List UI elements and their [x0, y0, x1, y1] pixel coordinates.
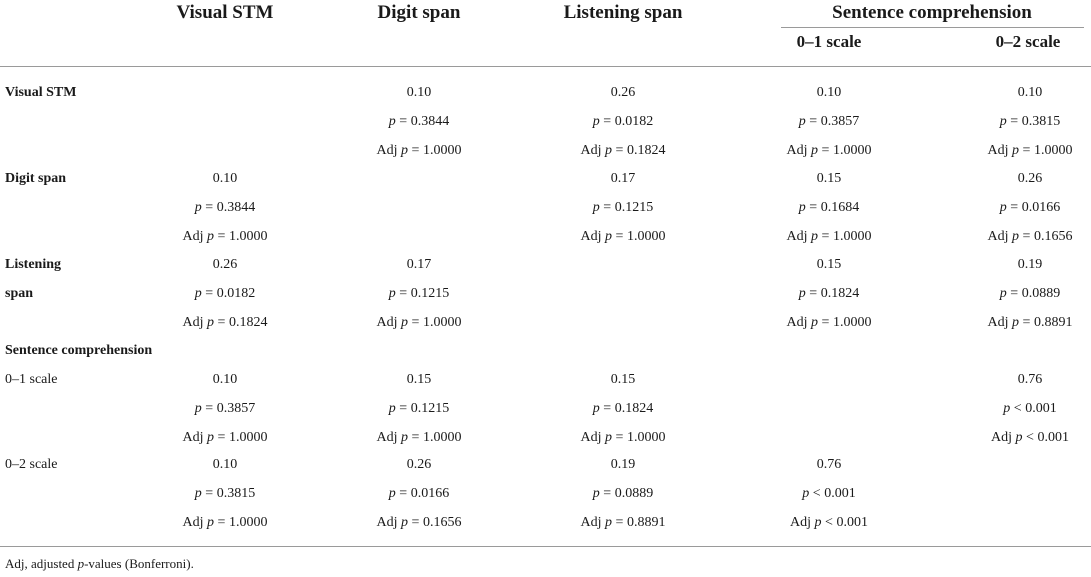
cell-p: p = 0.1824	[592, 401, 654, 416]
col-header-listening-span: Listening span	[563, 2, 683, 23]
cell-adj-p: Adj p = 1.0000	[376, 315, 462, 330]
cell-adj-p: Adj p = 1.0000	[376, 143, 462, 158]
cell-p: p = 0.0166	[999, 200, 1061, 215]
col-header-digit-span: Digit span	[377, 2, 461, 23]
cell-r: 0.76	[1017, 372, 1043, 387]
cell-r: 0.15	[816, 171, 842, 186]
cell-p: p = 0.1215	[592, 200, 654, 215]
cell-r: 0.10	[1017, 85, 1043, 100]
cell-adj-p: Adj p = 1.0000	[580, 430, 666, 445]
cell-adj-p: Adj p = 0.1656	[987, 229, 1073, 244]
cell-p: p = 0.1824	[798, 286, 860, 301]
cell-p: p < 0.001	[1003, 401, 1057, 416]
row-label-digit-span: Digit span	[5, 171, 67, 186]
row-label-sentence-comprehension: Sentence comprehension	[5, 343, 153, 358]
cell-r: 0.15	[816, 257, 842, 272]
cell-p: p = 0.3857	[194, 401, 256, 416]
cell-p: p = 0.3844	[194, 200, 256, 215]
cell-p: p = 0.3844	[388, 114, 450, 129]
cell-r: 0.17	[406, 257, 432, 272]
cell-r: 0.26	[212, 257, 238, 272]
footnote: Adj, adjusted p-values (Bonferroni).	[5, 556, 194, 571]
cell-adj-p: Adj p < 0.001	[790, 515, 868, 530]
cell-r: 0.26	[1017, 171, 1043, 186]
cell-r: 0.15	[610, 372, 636, 387]
cell-adj-p: Adj p = 0.1656	[376, 515, 462, 530]
cell-adj-p: Adj p = 1.0000	[182, 430, 268, 445]
cell-adj-p: Adj p = 1.0000	[182, 229, 268, 244]
cell-r: 0.19	[610, 457, 636, 472]
cell-r: 0.10	[406, 85, 432, 100]
header-rule	[0, 66, 1091, 67]
cell-adj-p: Adj p = 0.1824	[182, 315, 268, 330]
cell-p: p = 0.3857	[798, 114, 860, 129]
footer-rule	[0, 546, 1091, 547]
cell-p: p = 0.1215	[388, 401, 450, 416]
row-label-listening-line2: span	[5, 286, 34, 301]
cell-r: 0.26	[610, 85, 636, 100]
cell-adj-p: Adj p < 0.001	[991, 430, 1069, 445]
cell-p: p = 0.0889	[999, 286, 1061, 301]
cell-adj-p: Adj p = 1.0000	[786, 143, 872, 158]
cell-p: p = 0.3815	[999, 114, 1061, 129]
cell-r: 0.19	[1017, 257, 1043, 272]
cell-p: p = 0.0182	[592, 114, 654, 129]
cell-adj-p: Adj p = 0.1824	[580, 143, 666, 158]
cell-adj-p: Adj p = 0.8891	[580, 515, 666, 530]
row-label-0-1-scale: 0–1 scale	[5, 372, 58, 387]
col-header-sentence-comprehension: Sentence comprehension	[832, 2, 1032, 23]
row-label-listening-line1: Listening	[5, 257, 62, 272]
cell-r: 0.15	[406, 372, 432, 387]
col-subheader-0-2-scale: 0–2 scale	[995, 32, 1061, 51]
cell-r: 0.10	[212, 457, 238, 472]
cell-adj-p: Adj p = 1.0000	[786, 229, 872, 244]
cell-adj-p: Adj p = 0.8891	[987, 315, 1073, 330]
group-underline	[781, 27, 1084, 28]
cell-adj-p: Adj p = 1.0000	[376, 430, 462, 445]
cell-r: 0.76	[816, 457, 842, 472]
cell-p: p = 0.0166	[388, 486, 450, 501]
cell-p: p = 0.0182	[194, 286, 256, 301]
cell-p: p = 0.1684	[798, 200, 860, 215]
cell-p: p = 0.3815	[194, 486, 256, 501]
cell-r: 0.10	[816, 85, 842, 100]
row-label-0-2-scale: 0–2 scale	[5, 457, 58, 472]
cell-adj-p: Adj p = 1.0000	[182, 515, 268, 530]
cell-r: 0.17	[610, 171, 636, 186]
cell-adj-p: Adj p = 1.0000	[786, 315, 872, 330]
cell-p: p < 0.001	[802, 486, 856, 501]
row-label-visual-stm: Visual STM	[5, 85, 77, 100]
col-subheader-0-1-scale: 0–1 scale	[796, 32, 862, 51]
cell-p: p = 0.0889	[592, 486, 654, 501]
col-header-visual-stm: Visual STM	[176, 2, 274, 23]
cell-p: p = 0.1215	[388, 286, 450, 301]
cell-r: 0.10	[212, 171, 238, 186]
cell-adj-p: Adj p = 1.0000	[987, 143, 1073, 158]
cell-r: 0.26	[406, 457, 432, 472]
cell-r: 0.10	[212, 372, 238, 387]
cell-adj-p: Adj p = 1.0000	[580, 229, 666, 244]
